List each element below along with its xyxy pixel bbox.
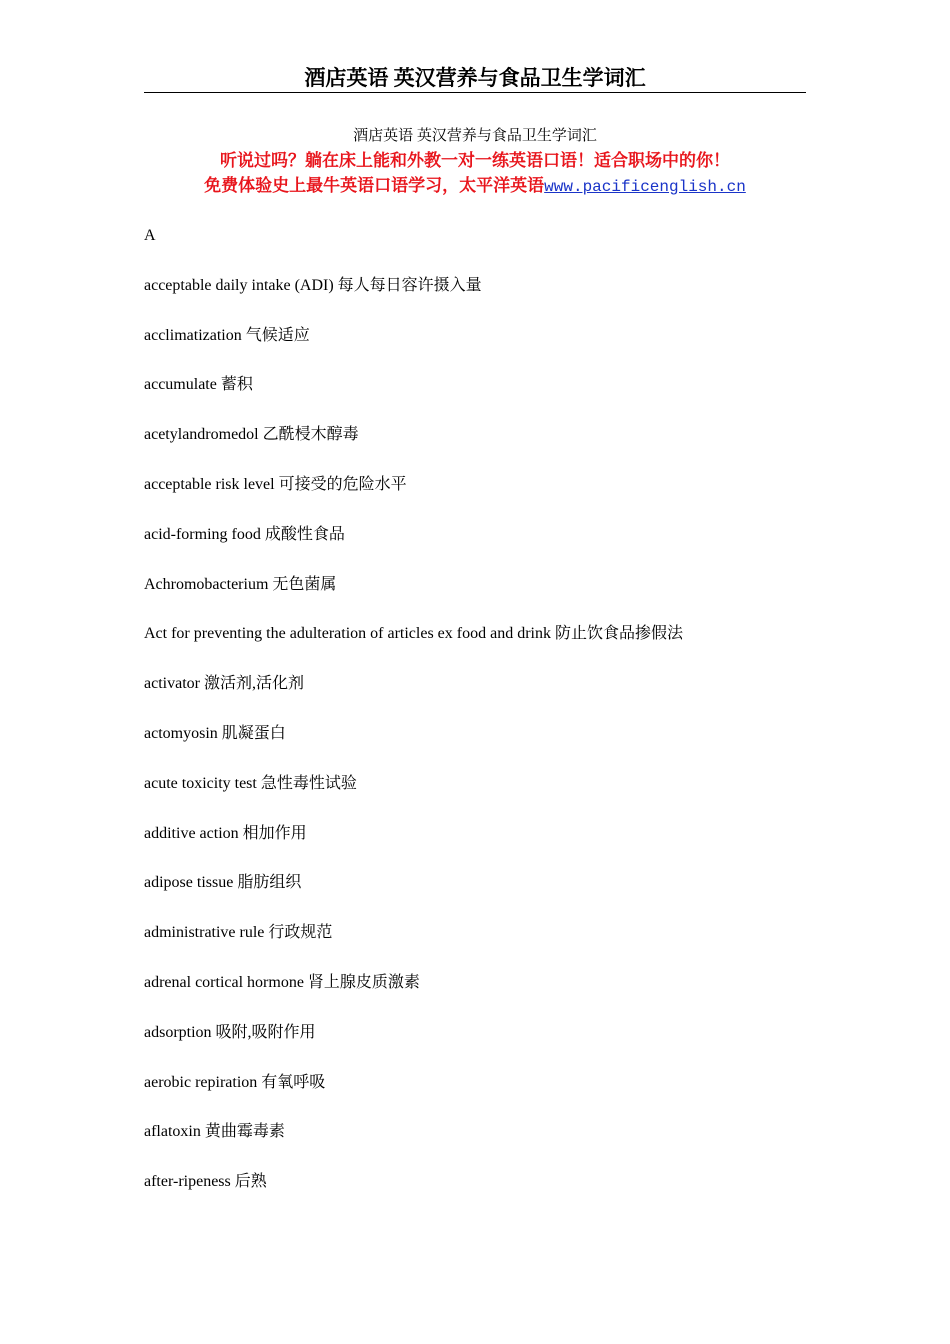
list-item: acclimatization 气候适应 [144, 326, 310, 344]
page-title: 酒店英语 英汉营养与食品卫生学词汇 [304, 66, 646, 90]
list-item: acid-forming food 成酸性食品 [144, 525, 345, 543]
list-item: Act for preventing the adulteration of articles ex food and drink 防止饮食品掺假法 [144, 625, 683, 643]
promo-line-2 [130, 174, 820, 199]
promo-link[interactable]: www.pacificenglish.cn [544, 178, 746, 196]
list-item: adipose tissue 脂肪组织 [144, 874, 302, 892]
list-item: adsorption 吸附,吸附作用 [144, 1023, 316, 1041]
list-item: additive action 相加作用 [144, 824, 307, 842]
vocabulary-list [144, 225, 824, 1221]
list-item: acute toxicity test 急性毒性试验 [144, 774, 357, 792]
list-item: accumulate 蓄积 [144, 376, 253, 394]
list-item: aerobic repiration 有氧呼吸 [144, 1073, 326, 1091]
list-item: Achromobacterium 无色菌属 [144, 575, 337, 593]
list-item: acceptable daily intake (ADI) 每人每日容许摄入量 [144, 276, 482, 294]
page-header [144, 64, 806, 93]
promo-line-1: 听说过吗？躺在床上能和外教一对一练英语口语！适合职场中的你！ [220, 151, 730, 170]
list-item: actomyosin 肌凝蛋白 [144, 724, 286, 742]
list-item: adrenal cortical hormone 肾上腺皮质激素 [144, 973, 420, 991]
promo-line-2-text: 免费体验史上最牛英语口语学习，太平洋英语 [204, 176, 545, 195]
list-item: administrative rule 行政规范 [144, 924, 333, 942]
list-item: aflatoxin 黄曲霉毒素 [144, 1123, 285, 1141]
list-item: after-ripeness 后熟 [144, 1173, 267, 1191]
list-item: acceptable risk level 可接受的危险水平 [144, 475, 407, 493]
list-item: acetylandromedol 乙酰梫木醇毒 [144, 426, 359, 444]
document-subtitle: 酒店英语 英汉营养与食品卫生学词汇 [353, 128, 597, 144]
list-item: activator 激活剂,活化剂 [144, 675, 304, 693]
section-letter: A [144, 227, 156, 244]
